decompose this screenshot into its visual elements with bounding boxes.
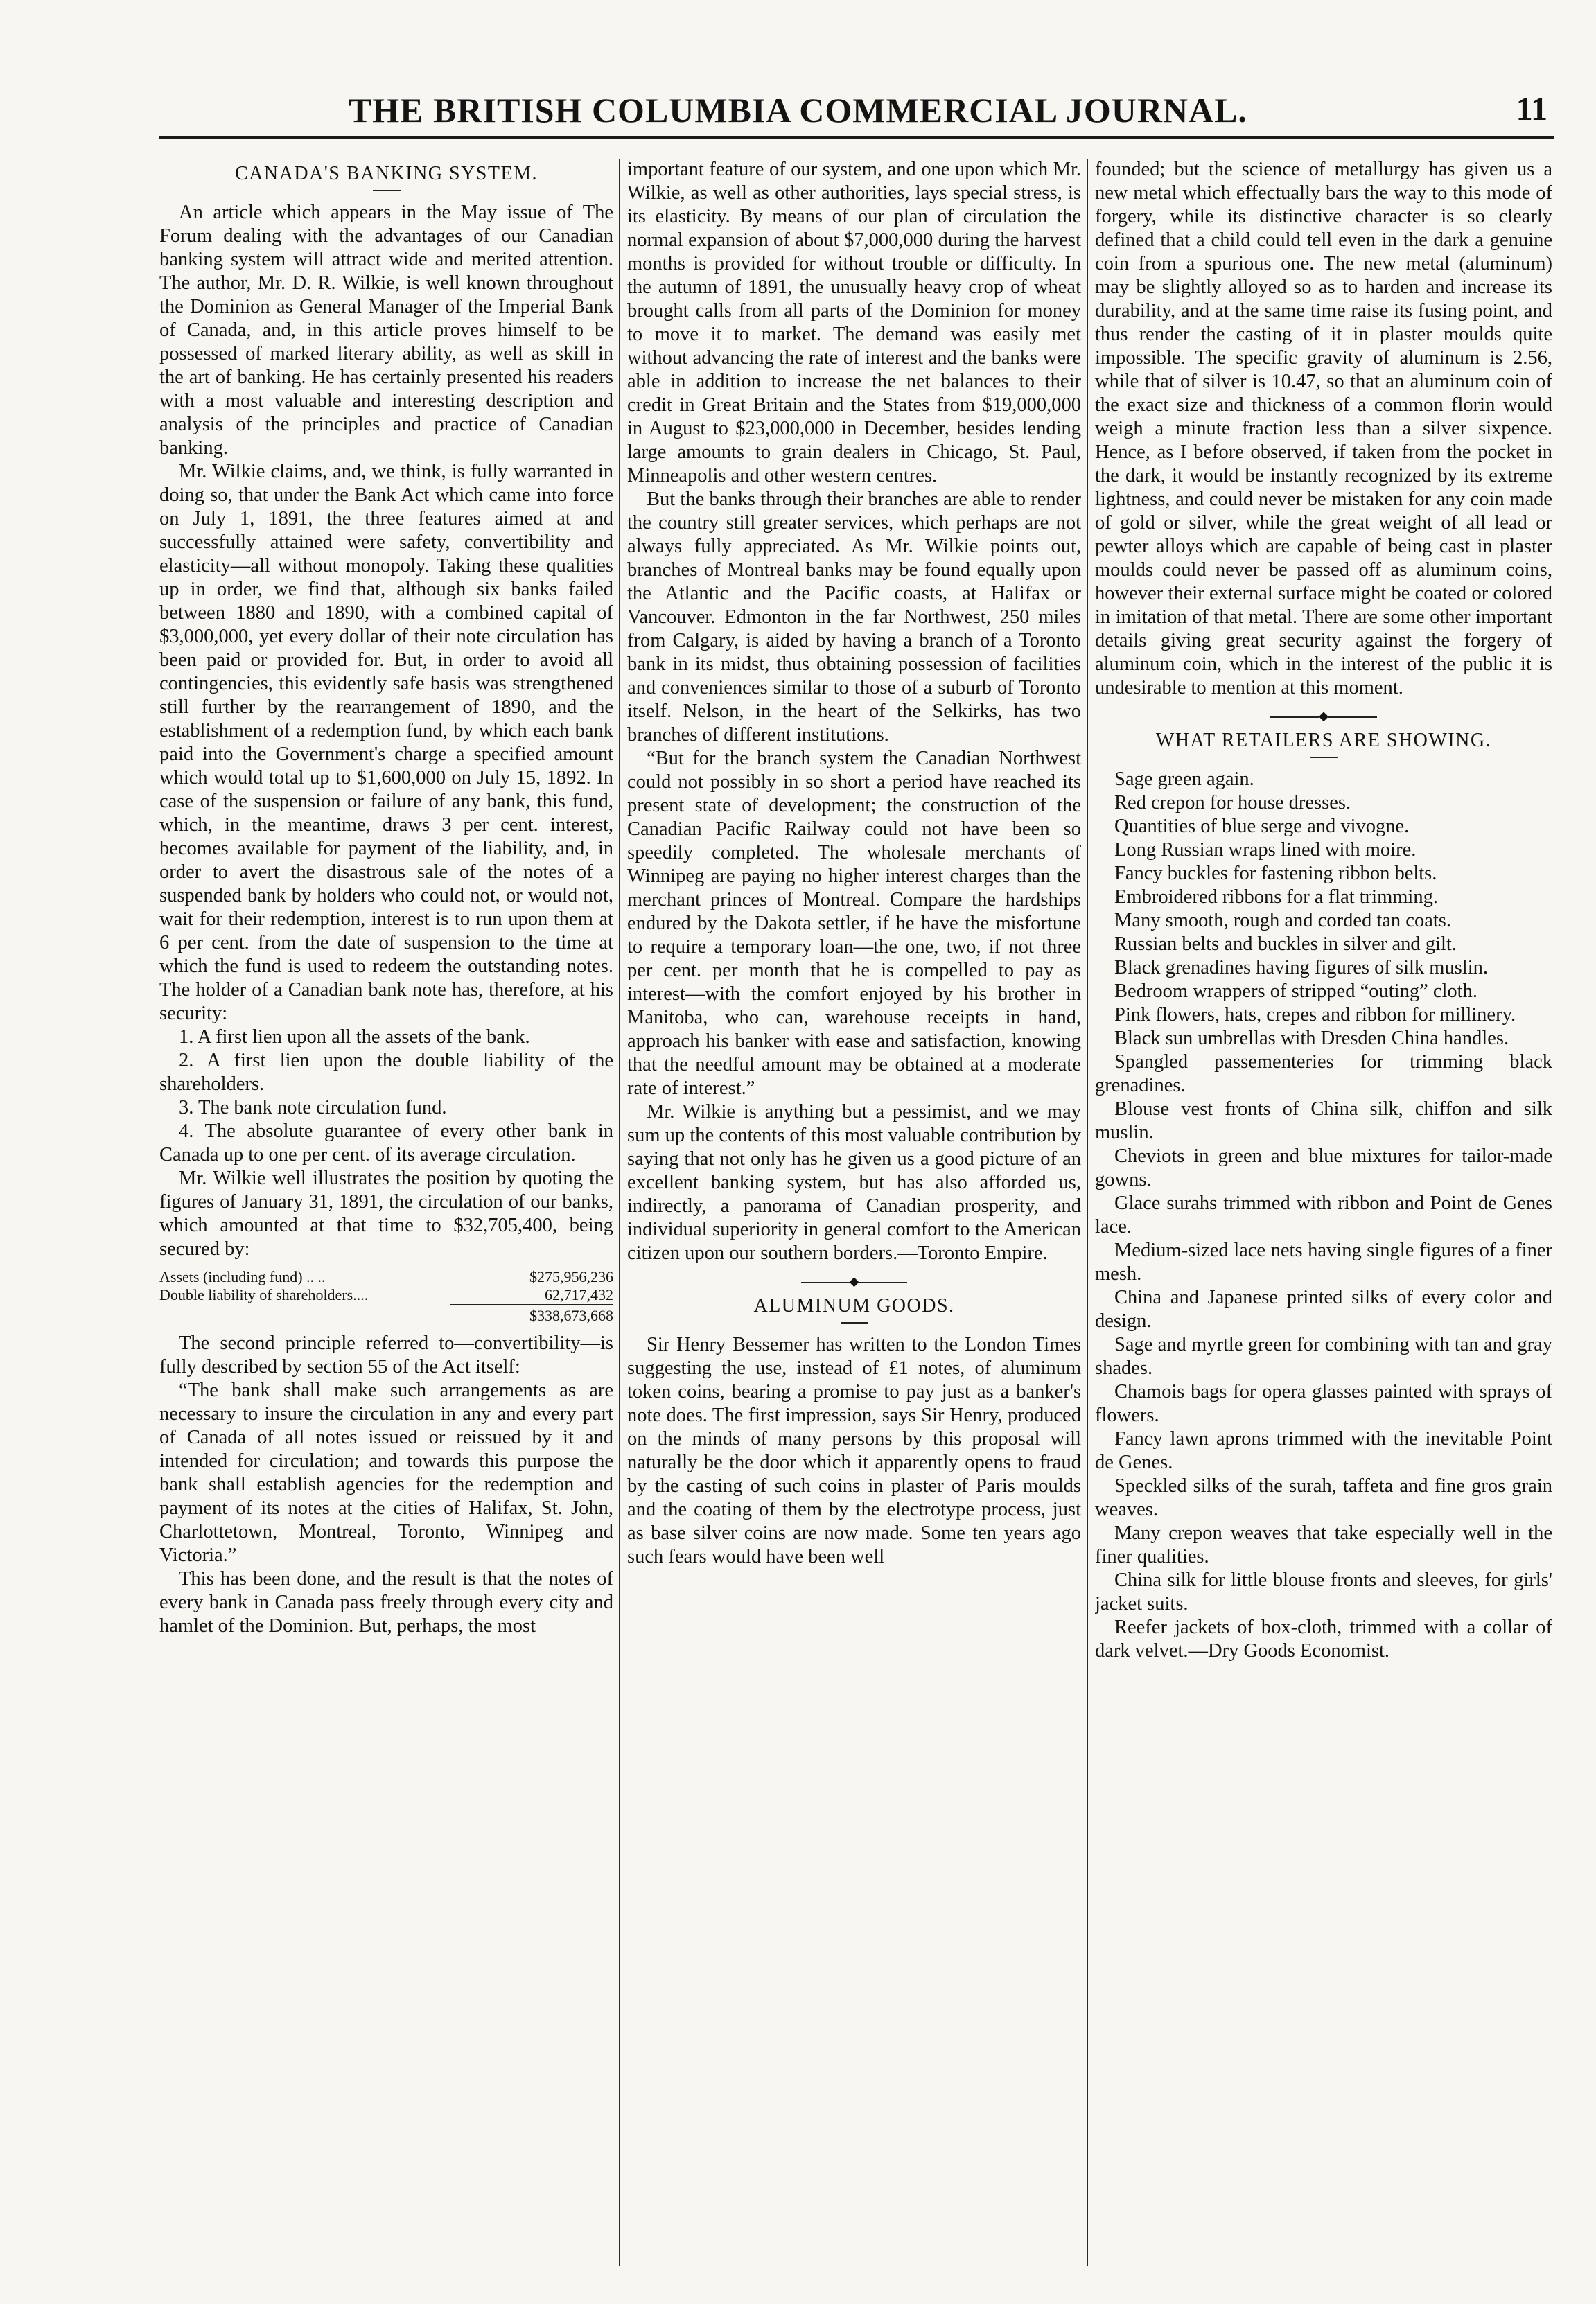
header-rule bbox=[159, 136, 1554, 139]
ledger-total: $338,673,668 bbox=[450, 1304, 613, 1325]
retailers-heading: WHAT RETAILERS ARE SHOWING. bbox=[1155, 730, 1492, 751]
retail-item: Speckled silks of the surah, taffeta and fine gros grain weaves. bbox=[1095, 1475, 1552, 1520]
securities-ledger bbox=[159, 1268, 613, 1325]
retail-item: Chamois bags for opera glasses painted with sprays of flowers. bbox=[1095, 1381, 1552, 1426]
retailers-list bbox=[1095, 768, 1552, 1663]
banking-heading: CANADA'S BANKING SYSTEM. bbox=[235, 163, 538, 184]
banking-paragraph: Mr. Wilkie is anything but a pessimist, and we may sum up the contents of this most valuable contribution by saying that not only has he given us a good picture of an excellent banking system, but has also afforded us, indirectly, a panorama of Canadian prosperity, and individual superiority in general comfort to the American citizen upon our southern borders.—Toronto Empire. bbox=[627, 1101, 1081, 1264]
banking-quote: “But for the branch system the Canadian Northwest could not possibly in so short a period have reached its present state of development; the construction of the Canadian Pacific Railway could not have been so speedily completed. The wholesale merchants of Winnipeg are paying no higher interest charges than the merchant princes of Montreal. Compare the hardships endured by the Dakota settler, if he have the misfortune to require a temporary loan—the one, two, if not three per cent. per month that he is compelled to pay as interest—with the comfort enjoyed by his brother in Manitoba, who can, warehouse receipts in hand, approach his banker with ease and satisfaction, knowing that the needful amount may be obtained at a moderate rate of interest.” bbox=[627, 748, 1081, 1099]
banking-paragraph: This has been done, and the result is that the notes of every bank in Canada pass freely through every city and hamlet of the Dominion. But, perhaps, the most bbox=[159, 1568, 613, 1637]
banking-paragraph: An article which appears in the May issue of The Forum dealing with the advantages of our Canadian banking system will attract wide and merited attention. The author, Mr. D. R. Wilkie, is well known throughout the Dominion as General Manager of the Imperial Bank of Canada, and, in this article proves himself to be possessed of marked literary ability, as well as skill in the art of banking. He has certainly presented his readers with a most valuable and interesting description and analysis of the principles and practice of Canadian banking. bbox=[159, 202, 613, 459]
ledger-row bbox=[159, 1268, 613, 1286]
retail-item: Red crepon for house dresses. bbox=[1114, 792, 1351, 814]
section-ornament: ◆ bbox=[627, 1275, 1081, 1287]
page-header bbox=[0, 90, 1596, 139]
ledger-amount: $275,956,236 bbox=[529, 1268, 613, 1285]
heading-dash bbox=[373, 190, 401, 191]
retail-item: Many smooth, rough and corded tan coats. bbox=[1114, 910, 1451, 931]
heading-dash bbox=[1310, 757, 1338, 758]
column-3 bbox=[1095, 158, 1552, 2265]
retail-item: Black sun umbrellas with Dresden China handles. bbox=[1114, 1028, 1509, 1049]
banking-paragraph: Mr. Wilkie well illustrates the position by quoting the figures of January 31, 1891, the circulation of our banks, which amounted at that time to $32,705,400, being secured by: bbox=[159, 1168, 613, 1260]
retail-item: China and Japanese printed silks of every color and design. bbox=[1095, 1287, 1552, 1332]
retail-item: Quantities of blue serge and vivogne. bbox=[1114, 816, 1410, 837]
retail-item: Long Russian wraps lined with moire. bbox=[1114, 839, 1417, 861]
retail-item: China silk for little blouse fronts and sleeves, for girls' jacket suits. bbox=[1095, 1569, 1552, 1615]
banking-quote: “The bank shall make such arrangements as are necessary to insure the circulation in any and every part of Canada of all notes issued or reissued by it and intended for circulation; and towards this purpose the bank shall establish agencies for the redemption and payment of its notes at the cities of Halifax, St. John, Charlottetown, Montreal, Toronto, Winnipeg and Victoria.” bbox=[159, 1380, 613, 1566]
aluminum-heading: ALUMINUM GOODS. bbox=[753, 1295, 955, 1317]
security-item: 1. A first lien upon all the assets of the bank. bbox=[179, 1026, 530, 1048]
security-item: 2. A first lien upon the double liability of the shareholders. bbox=[159, 1050, 613, 1095]
security-item: 4. The absolute guarantee of every other bank in Canada up to one per cent. of its average circulation. bbox=[159, 1120, 613, 1166]
retail-item: Black grenadines having figures of silk muslin. bbox=[1114, 957, 1489, 978]
column-2 bbox=[627, 158, 1081, 2265]
retail-item: Cheviots in green and blue mixtures for tailor-made gowns. bbox=[1095, 1145, 1552, 1190]
ledger-label: Assets (including fund) .. .. bbox=[159, 1268, 326, 1285]
retail-item: Medium-sized lace nets having single figures of a finer mesh. bbox=[1095, 1240, 1552, 1285]
section-ornament: ◆ bbox=[1095, 710, 1552, 722]
aluminum-paragraph: Sir Henry Bessemer has written to the London Times suggesting the use, instead of £1 notes, of aluminum token coins, bearing a promise to pay just as a banker's note does. The first impression, says Sir Henry, produced on the minds of many persons by this proposal will naturally be the door which it apparently opens to fraud by the casting of such coins in plaster of Paris moulds and the coating of them by the electrotype process, just as base silver coins are now made. Some ten years ago such fears would have been well bbox=[627, 1334, 1081, 1567]
retail-item: Blouse vest fronts of China silk, chiffon and silk muslin. bbox=[1095, 1098, 1552, 1143]
retail-item: Fancy lawn aprons trimmed with the inevitable Point de Genes. bbox=[1095, 1428, 1552, 1473]
banking-paragraph: But the banks through their branches are able to render the country still greater services, which perhaps are not always fully appreciated. As Mr. Wilkie points out, branches of Montreal banks may be found equally upon the Atlantic and the Pacific coasts, at Halifax or Vancouver. Edmonton in the far Northwest, 250 miles from Calgary, is aided by having a branch of a Toronto bank in its midst, thus obtaining possession of facilities and conveniences similar to those of a suburb of Toronto itself. Nelson, in the heart of the Selkirks, has two branches of different institutions. bbox=[627, 489, 1081, 746]
page-number: 11 bbox=[1516, 91, 1547, 127]
heading-dash bbox=[841, 1322, 868, 1324]
retail-item: Glace surahs trimmed with ribbon and Point de Genes lace. bbox=[1095, 1193, 1552, 1238]
retail-item: Sage and myrtle green for combining with tan and gray shades. bbox=[1095, 1334, 1552, 1379]
column-divider bbox=[1087, 159, 1088, 2266]
retail-item: Embroidered ribbons for a flat trimming. bbox=[1114, 886, 1438, 908]
banking-paragraph: The second principle referred to—convertibility—is fully described by section 55 of the Act itself: bbox=[159, 1333, 613, 1378]
journal-title: THE BRITISH COLUMBIA COMMERCIAL JOURNAL. bbox=[348, 91, 1248, 130]
retail-item: Spangled passementeries for trimming black grenadines. bbox=[1095, 1051, 1552, 1096]
column-divider bbox=[619, 159, 620, 2266]
ledger-row bbox=[159, 1286, 613, 1304]
retail-item: Reefer jackets of box-cloth, trimmed with a collar of dark velvet.—Dry Goods Economist. bbox=[1095, 1617, 1552, 1662]
retail-item: Bedroom wrappers of stripped “outing” cloth. bbox=[1114, 980, 1477, 1002]
retail-item: Many crepon weaves that take especially well in the finer qualities. bbox=[1095, 1522, 1552, 1567]
aluminum-paragraph: founded; but the science of metallurgy has given us a new metal which effectually bars the way to this mode of forgery, while its distinctive character is so clearly defined that a child could tell even in the dark a genuine coin from a spurious one. The new metal (aluminum) may be slightly alloyed so as to harden and increase its durability, and at the same time raise its fusing point, and thus render the casting of it in plaster moulds quite impossible. The specific gravity of aluminum is 2.56, while that of silver is 10.47, so that an aluminum coin of the exact size and thickness of a common florin would weigh a minute fraction less than a silver sixpence. Hence, as I before observed, if taken from the pocket in the dark, it would be instantly recognized by its extreme lightness, and could never be mistaken for any coin made of gold or silver, while the great weight of all lead or pewter alloys which are capable of being cast in plaster moulds could never be passed off as aluminum coins, however their external surface might be coated or colored in imitation of that metal. There are some other important details giving great security against the forgery of aluminum coin, which in the interest of the public it is undesirable to mention at this moment. bbox=[1095, 159, 1552, 698]
security-item: 3. The bank note circulation fund. bbox=[179, 1097, 447, 1118]
retail-item: Fancy buckles for fastening ribbon belts. bbox=[1114, 863, 1437, 884]
retail-item: Pink flowers, hats, crepes and ribbon for millinery. bbox=[1114, 1004, 1516, 1026]
column-1 bbox=[159, 158, 613, 2265]
retail-item: Russian belts and buckles in silver and gilt. bbox=[1114, 933, 1457, 955]
ledger-amount: 62,717,432 bbox=[545, 1286, 613, 1303]
banking-paragraph: Mr. Wilkie claims, and, we think, is fully warranted in doing so, that under the Bank Act which came into force on July 1, 1891, the three features aimed at and successfully attained were safety, convertibility and elasticity—all without monopoly. Taking these qualities up in order, we find that, although six banks failed between 1880 and 1890, with a combined capital of $3,000,000, yet every dollar of their note circulation has been paid or provided for. But, in order to avoid all contingencies, this evidently safe basis was strengthened still further by the rearrangement of 1890, and the establishment of a redemption fund, by which each bank paid into the Government's charge a specified amount which would total up to $1,600,000 on July 15, 1892. In case of the suspension or failure of any bank, this fund, which, in the meantime, draws 3 per cent. interest, becomes available for payment of the liability, and, in order to avert the disastrous sale of the notes of a suspended bank by holders who could not, or would not, wait for their redemption, interest is to run upon them at 6 per cent. from the date of suspension to the time at which the fund is used to redeem the outstanding notes. The holder of a Canadian bank note has, therefore, at his security: bbox=[159, 461, 613, 1024]
retail-item: Sage green again. bbox=[1114, 768, 1254, 790]
banking-paragraph: important feature of our system, and one upon which Mr. Wilkie, as well as other authorities, lays special stress, is its elasticity. By means of our plan of circulation the normal expansion of about $7,000,000 during the harvest months is provided for without trouble or difficulty. In the autumn of 1891, the unusually heavy crop of wheat brought calls from all parts of the Dominion for money to move it to market. The demand was easily met without advancing the rate of interest and the banks were able in addition to increase the net balances to their credit in Great Britain and the States from $19,000,000 in August to $23,000,000 in December, besides lending large amounts to grain dealers in Chicago, St. Paul, Minneapolis and other western centres. bbox=[627, 159, 1081, 486]
ledger-label: Double liability of shareholders.... bbox=[159, 1286, 369, 1303]
